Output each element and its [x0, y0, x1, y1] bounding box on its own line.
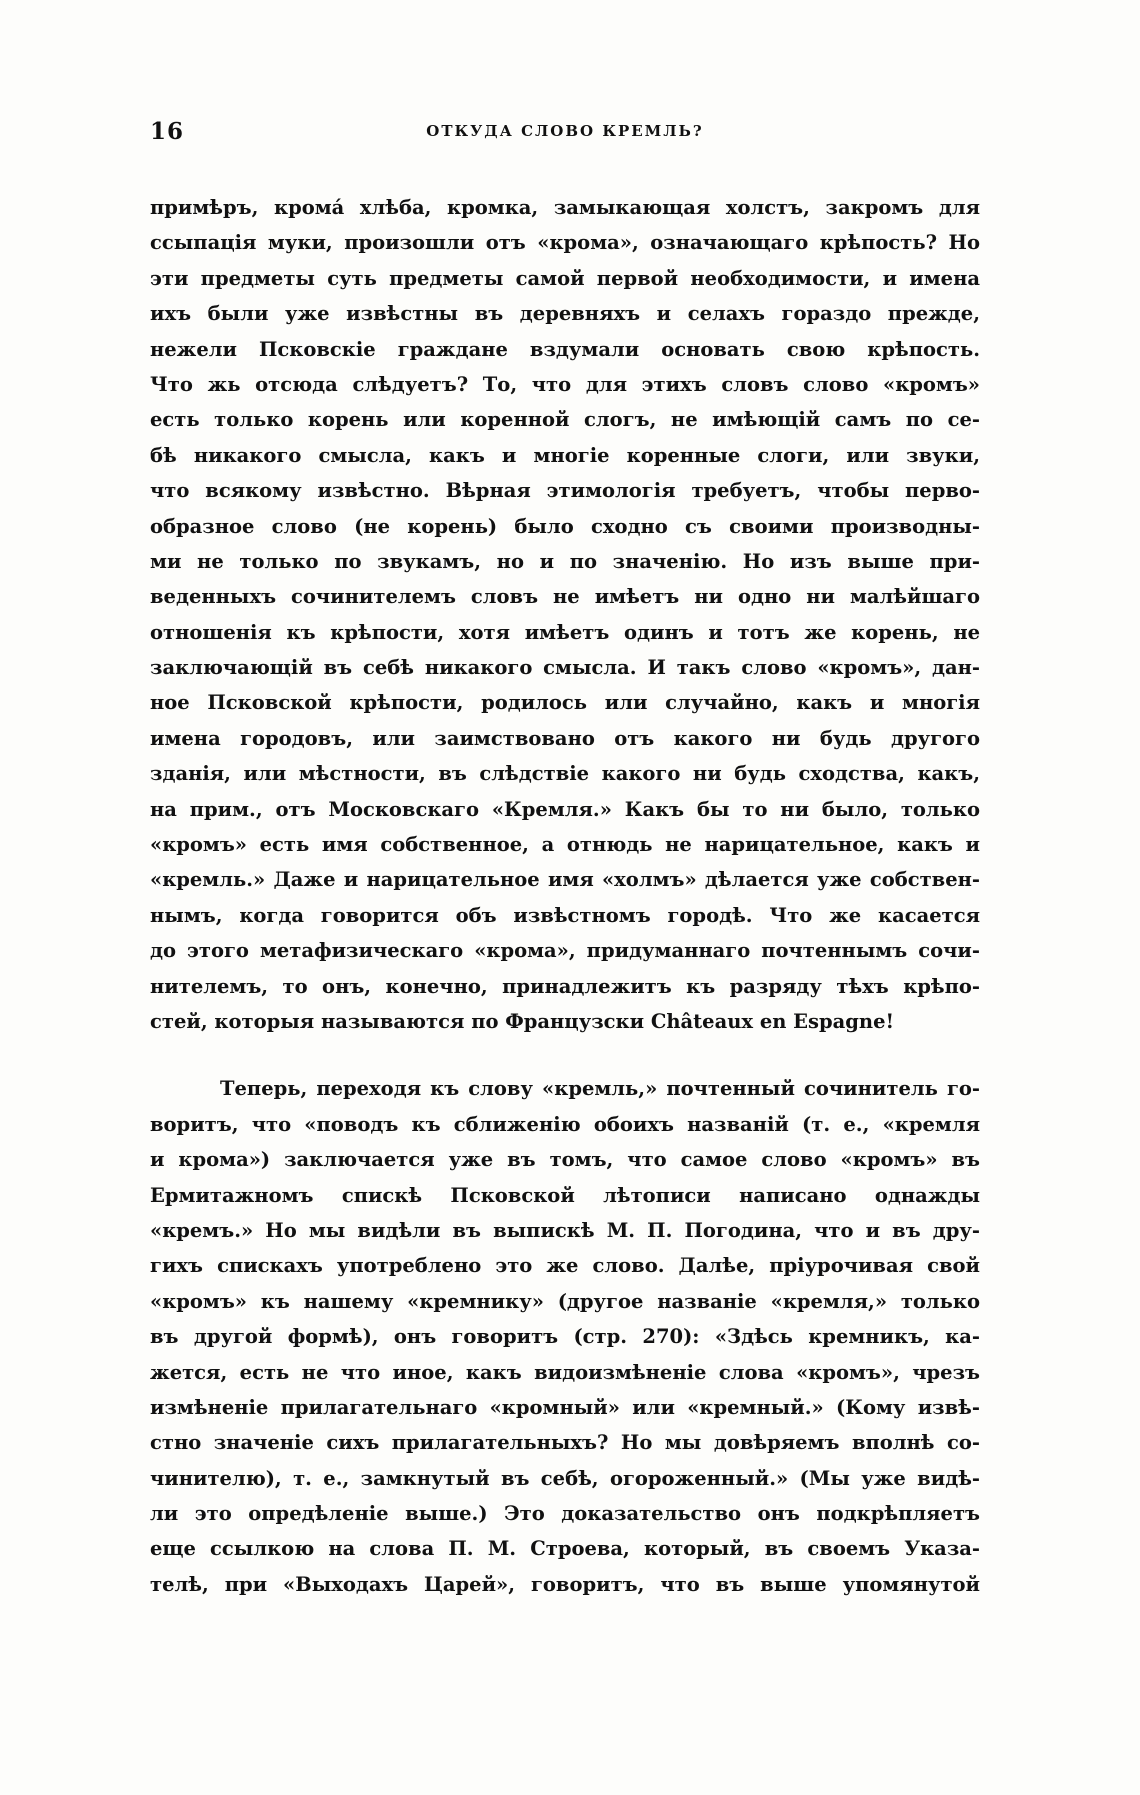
text-line: воритъ, что «поводъ къ сближенію обоихъ названій (т. е., «кремля: [150, 1112, 980, 1136]
page-number: 16: [150, 118, 185, 145]
text-line: Ермитажномъ спискѣ Псковской лѣтописи написано однажды: [150, 1183, 980, 1207]
text-line: въ другой формѣ), онъ говоритъ (стр. 270): «Здѣсь кремникъ, ка-: [150, 1325, 980, 1349]
text-line: нителемъ, то онъ, конечно, принадлежитъ къ разряду тѣхъ крѣпо-: [150, 974, 980, 998]
text-line: гихъ спискахъ употреблено это же слово. Далѣе, пріурочивая свой: [150, 1254, 980, 1278]
text-line: ихъ были уже извѣстны въ деревняхъ и селахъ гораздо прежде,: [150, 302, 980, 326]
text-line: телѣ, при «Выходахъ Царей», говоритъ, что въ выше упомянутой: [150, 1572, 980, 1596]
text-line: «кромъ» есть имя собственное, а отнюдь не нарицательное, какъ и: [150, 833, 980, 857]
text-line: измѣненіе прилагательнаго «кромный» или «кремный.» (Кому извѣ-: [150, 1395, 980, 1419]
text-line: есть только корень или коренной слогъ, не имѣющій самъ по се-: [150, 408, 980, 432]
text-line: стно значеніе сихъ прилагательныхъ? Но мы довѣряемъ вполнѣ со-: [150, 1431, 980, 1455]
paragraph-1: [150, 190, 980, 1039]
text-line: нымъ, когда говорится объ извѣстномъ городѣ. Что же касается: [150, 903, 980, 927]
text-line: еще ссылкою на слова П. М. Строева, который, въ своемъ Указа-: [150, 1537, 980, 1561]
text-line: отношенія къ крѣпости, хотя имѣетъ одинъ и тотъ же корень, не: [150, 620, 980, 644]
running-header: [150, 118, 980, 148]
text-line: эти предметы суть предметы самой первой необходимости, и имена: [150, 266, 980, 290]
text-line: образное слово (не корень) было сходно съ своими производны-: [150, 514, 980, 538]
text-line: примѣръ, крома́ хлѣба, кромка, замыкающая холстъ, закромъ для: [150, 196, 980, 219]
text-line: «кремль.» Даже и нарицательное имя «холмъ» дѣлается уже собствен-: [150, 868, 980, 892]
text-line: ное Псковской крѣпости, родилось или случайно, какъ и многія: [150, 691, 980, 715]
text-line: и крома») заключается уже въ томъ, что самое слово «кромъ» въ: [150, 1148, 980, 1172]
running-title: ОТКУДА СЛОВО КРЕМЛЬ?: [426, 122, 704, 140]
text-line: до этого метафизическаго «крома», придуманнаго почтеннымъ сочи-: [150, 939, 980, 963]
text-line: что всякому извѣстно. Вѣрная этимологія требуетъ, чтобы перво-: [150, 479, 980, 503]
text-line: «кромъ» къ нашему «кремнику» (другое названіе «кремля,» только: [150, 1289, 980, 1313]
text-line: ссыпація муки, произошли отъ «крома», означающаго крѣпость? Но: [150, 231, 980, 255]
text-line: веденныхъ сочинителемъ словъ не имѣетъ ни одно ни малѣйшаго: [150, 585, 980, 609]
text-line: стей, которыя называются по Французски Châteaux en Espagne!: [150, 1009, 895, 1033]
text-line: имена городовъ, или заимствовано отъ какого ни будь другого: [150, 726, 980, 750]
text-line: ли это опредѣленіе выше.) Это доказательство онъ подкрѣпляетъ: [150, 1502, 980, 1526]
paragraph-2: [150, 1071, 980, 1602]
text-line: «кремъ.» Но мы видѣли въ выпискѣ М. П. Погодина, что и въ дру-: [150, 1218, 980, 1242]
text-line: чинителю), т. е., замкнутый въ себѣ, огороженный.» (Мы уже видѣ-: [150, 1466, 980, 1490]
text-line: жется, есть не что иное, какъ видоизмѣненіе слова «кромъ», чрезъ: [150, 1360, 980, 1384]
text-line: Что жь отсюда слѣдуетъ? То, что для этихъ словъ слово «кромъ»: [150, 372, 980, 396]
text-line: зданія, или мѣстности, въ слѣдствіе какого ни будь сходства, какъ,: [150, 762, 980, 786]
text-line: на прим., отъ Московскаго «Кремля.» Какъ бы то ни было, только: [150, 797, 980, 821]
text-line: нежели Псковскіе граждане вздумали основать свою крѣпость.: [150, 337, 980, 361]
text-line: заключающій въ себѣ никакого смысла. И такъ слово «кромъ», дан-: [150, 656, 980, 680]
text-line: Теперь, переходя къ слову «кремль,» почтенный сочинитель го-: [220, 1077, 980, 1101]
text-line: ми не только по звукамъ, но и по значенію. Но изъ выше при-: [150, 549, 980, 573]
body-text: [150, 190, 980, 1602]
text-line: бѣ никакого смысла, какъ и многіе коренные слоги, или звуки,: [150, 443, 980, 467]
